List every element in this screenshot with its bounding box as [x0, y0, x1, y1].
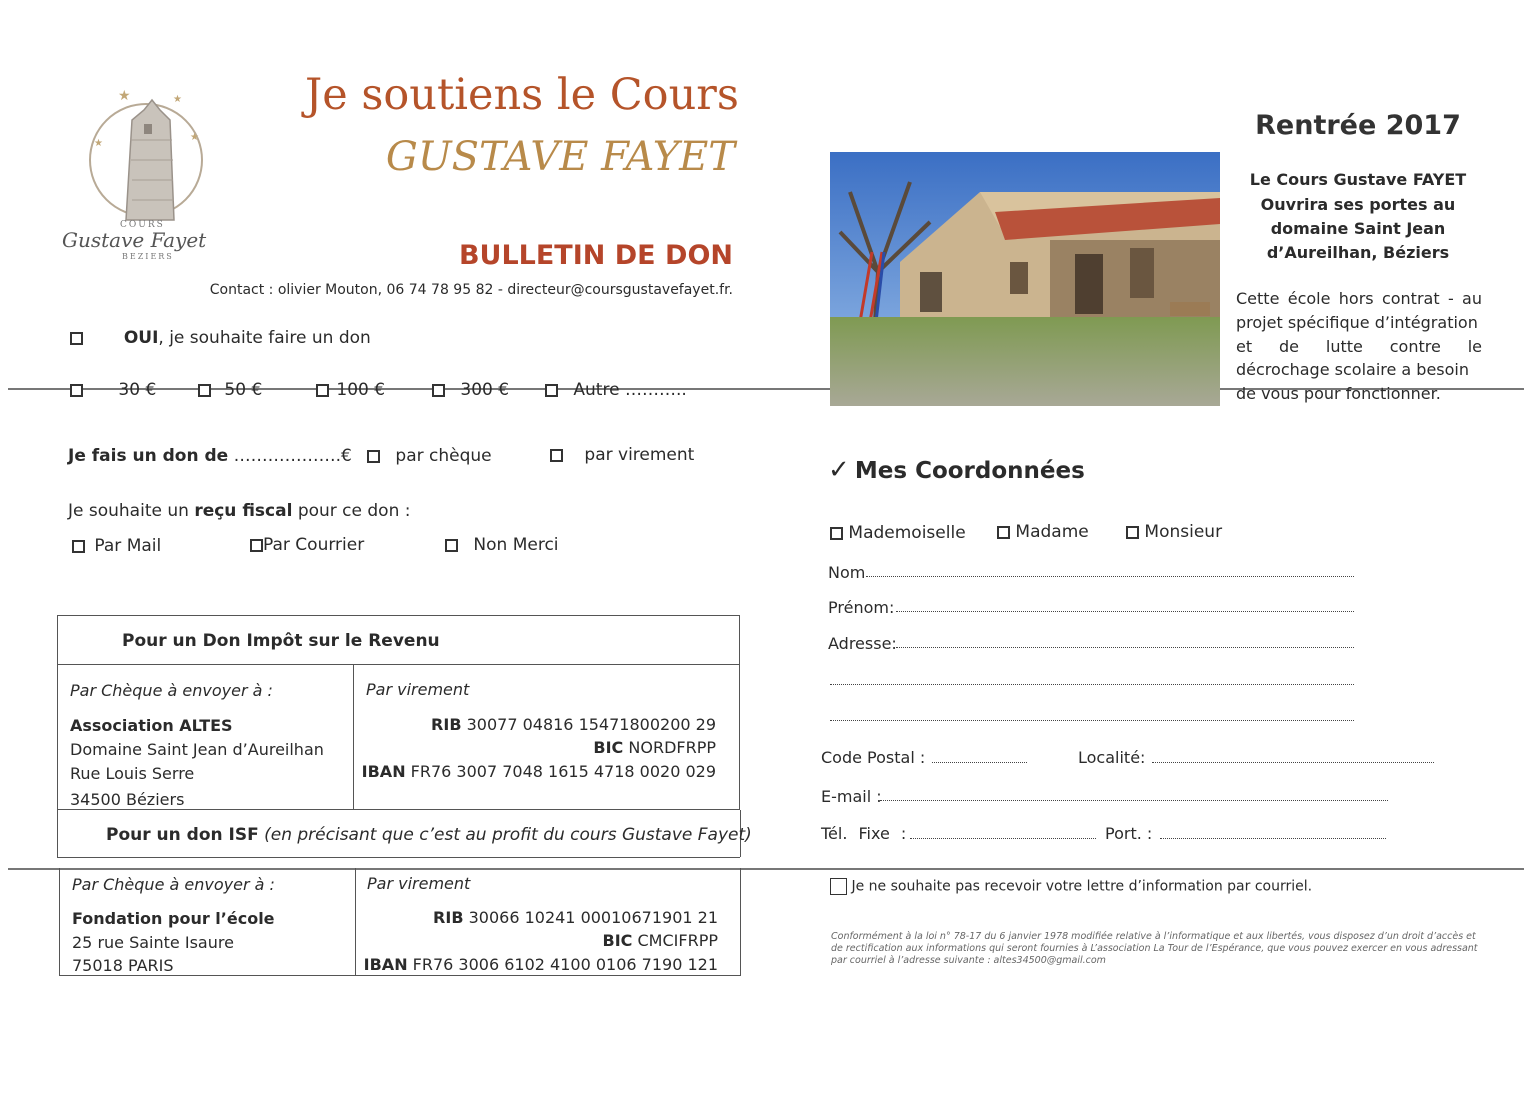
isf-header	[106, 825, 752, 845]
isf-rib-value: 30066 10241 00010671901 21	[463, 908, 718, 927]
check-icon: ✓	[828, 455, 850, 485]
isf-header-rest: (en précisant que c’est au profit du cours Gustave Fayet)	[258, 825, 752, 845]
method-virement[interactable]	[550, 445, 694, 465]
email-field[interactable]	[880, 800, 1388, 801]
civility-monsieur[interactable]	[1126, 522, 1222, 542]
amount-300-checkbox[interactable]	[432, 384, 445, 397]
receipt-courrier-checkbox[interactable]	[250, 539, 263, 552]
receipt-courrier[interactable]	[250, 535, 364, 555]
receipt-q-bold: reçu fiscal	[194, 501, 293, 521]
civility-madame-checkbox[interactable]	[997, 526, 1010, 539]
school-building-photo	[830, 152, 1220, 406]
ir-rib-label: RIB	[431, 715, 462, 734]
coordonnees-heading	[828, 455, 1085, 485]
prenom-label: Prénom:	[828, 598, 895, 617]
donation-amount-dots: ……………….€	[228, 446, 352, 466]
amount-100-checkbox[interactable]	[316, 384, 329, 397]
method-cheque[interactable]	[367, 446, 492, 466]
table-divider	[355, 868, 356, 976]
isf-rib	[362, 908, 718, 927]
rentree-bold-line: Le Cours Gustave FAYET	[1249, 170, 1467, 189]
isf-virement-title: Par virement	[367, 874, 471, 893]
nom-field[interactable]	[866, 576, 1354, 577]
receipt-mail-label: Par Mail	[94, 536, 162, 556]
amount-label: 300 €	[460, 380, 510, 400]
tower-icon	[58, 80, 238, 230]
ir-addr1: Domaine Saint Jean d’Aureilhan	[70, 740, 324, 759]
prenom-field[interactable]	[896, 611, 1354, 612]
logo-city: BEZIERS	[122, 252, 174, 261]
ir-cheque-title: Par Chèque à envoyer à :	[70, 681, 273, 700]
ir-rib-value: 30077 04816 15471800200 29	[461, 715, 716, 734]
logo-top-text: COURS	[120, 220, 165, 230]
email-label: E-mail :	[821, 787, 882, 806]
ir-addr2: Rue Louis Serre	[70, 764, 195, 783]
rentree-title: Rentrée 2017	[1255, 110, 1461, 141]
amount-100[interactable]	[316, 380, 385, 400]
donation-amount-line[interactable]	[68, 446, 352, 466]
ir-rib	[360, 715, 716, 734]
civility-mademoiselle-checkbox[interactable]	[830, 527, 843, 540]
code-postal-field[interactable]	[932, 762, 1027, 763]
rentree-para-line: projet spécifique d’intégration	[1236, 313, 1478, 332]
legal-notice: Conformément à la loi n° 78-17 du 6 janvier 1978 modifiée relative à l’informatique et aux libertés, vous disposez d’un droit d’accès et de rectification aux informations qui seront fournies à L’association La Tour de l’Espérance, que vous pouvez exercer en vous adressant par courriel à l’adresse suivante : altes34500@gmail.com	[831, 931, 1478, 966]
amount-label: 100 €	[336, 380, 386, 400]
receipt-courrier-label: Par Courrier	[263, 535, 365, 555]
civility-label: Madame	[1015, 522, 1089, 542]
table-divider	[353, 664, 354, 810]
ir-header: Pour un Don Impôt sur le Revenu	[122, 631, 440, 651]
nom-label: Nom	[828, 563, 866, 582]
localite-label: Localité:	[1078, 748, 1146, 767]
donate-yes-row[interactable]	[70, 328, 371, 348]
rentree-para-line: Cette école hors contrat - au	[1236, 289, 1482, 308]
port-field[interactable]	[1160, 838, 1386, 839]
newsletter-optout-checkbox[interactable]	[830, 878, 847, 895]
donate-yes-bold: OUI	[123, 328, 159, 348]
receipt-mail[interactable]	[72, 536, 161, 556]
adresse-label: Adresse:	[828, 634, 897, 653]
adresse-field-line3[interactable]	[830, 720, 1354, 721]
ir-addr3: 34500 Béziers	[70, 790, 185, 809]
receipt-none[interactable]	[445, 535, 559, 555]
method-virement-label: par virement	[584, 445, 695, 465]
svg-text:★: ★	[118, 88, 131, 104]
tel-label: Tél. Fixe :	[821, 824, 907, 843]
isf-iban-value: FR76 3006 6102 4100 0106 7190 121	[407, 955, 718, 974]
amount-other-checkbox[interactable]	[545, 384, 558, 397]
ir-bic-label: BIC	[593, 738, 624, 757]
ir-virement-title: Par virement	[366, 680, 470, 699]
amount-label: 30 €	[118, 380, 157, 400]
amount-50-checkbox[interactable]	[198, 384, 211, 397]
amount-30-checkbox[interactable]	[70, 384, 83, 397]
receipt-question	[68, 501, 411, 521]
page-title-school: GUSTAVE FAYET	[385, 134, 735, 180]
svg-text:★: ★	[94, 138, 103, 149]
isf-iban-label: IBAN	[363, 955, 408, 974]
table-divider	[57, 664, 740, 665]
civility-label: Monsieur	[1144, 522, 1223, 542]
page-title: Je soutiens le Cours	[305, 70, 739, 120]
amount-other[interactable]	[545, 380, 687, 400]
adresse-field[interactable]	[896, 647, 1354, 648]
amount-label: Autre ………..	[573, 380, 687, 400]
school-logo	[58, 80, 238, 270]
coordonnees-title: Mes Coordonnées	[854, 458, 1085, 484]
rentree-bold-line: d’Aureilhan, Béziers	[1266, 243, 1450, 262]
adresse-field-line2[interactable]	[830, 684, 1354, 685]
table-divider	[57, 810, 58, 857]
receipt-none-label: Non Merci	[473, 535, 559, 555]
rentree-para-line: et de lutte contre le	[1236, 337, 1482, 356]
contact-line: Contact : olivier Mouton, 06 74 78 95 82 - directeur@coursgustavefayet.fr.	[209, 282, 733, 298]
localite-field[interactable]	[1152, 762, 1434, 763]
isf-org: Fondation pour l’école	[72, 909, 275, 928]
receipt-q-pre: Je souhaite un	[68, 501, 195, 521]
donate-yes-checkbox[interactable]	[70, 332, 83, 345]
receipt-mail-checkbox[interactable]	[72, 540, 85, 553]
isf-rib-label: RIB	[433, 908, 464, 927]
code-postal-label: Code Postal :	[821, 748, 926, 767]
rentree-bold-line: Ouvrira ses portes au	[1260, 195, 1456, 214]
amount-label: 50 €	[224, 380, 263, 400]
method-cheque-label: par chèque	[395, 446, 492, 466]
isf-addr2: 75018 PARIS	[72, 956, 174, 975]
ir-bic	[360, 738, 716, 757]
rentree-para-line: de vous pour fonctionner.	[1236, 384, 1441, 403]
amount-50[interactable]	[198, 380, 262, 400]
svg-text:★: ★	[190, 132, 199, 143]
civility-madame[interactable]	[997, 522, 1089, 542]
bulletin-title: BULLETIN DE DON	[458, 240, 733, 271]
logo-name: Gustave Fayet	[62, 228, 207, 252]
ir-bic-value: NORDFRPP	[623, 738, 716, 757]
amount-30[interactable]	[70, 380, 156, 400]
ir-iban-value: FR76 3007 7048 1615 4718 0020 029	[405, 762, 716, 781]
ir-iban-label: IBAN	[361, 762, 406, 781]
isf-header-bold: Pour un don ISF	[106, 825, 259, 845]
rentree-bold-line: domaine Saint Jean	[1270, 219, 1446, 238]
donation-amount-label: Je fais un don de	[68, 446, 229, 466]
port-label: Port. :	[1105, 824, 1153, 843]
isf-iban	[362, 955, 718, 974]
isf-bic	[362, 931, 718, 950]
tel-field[interactable]	[910, 838, 1096, 839]
donate-yes-text: , je souhaite faire un don	[158, 328, 371, 348]
newsletter-optout[interactable]	[830, 878, 1312, 895]
civility-mademoiselle[interactable]	[830, 523, 966, 543]
isf-cheque-title: Par Chèque à envoyer à :	[72, 875, 275, 894]
newsletter-optout-label: Je ne souhaite pas recevoir votre lettre d’information par courriel.	[851, 878, 1313, 895]
amount-300[interactable]	[432, 380, 509, 400]
rentree-para-line: décrochage scolaire a besoin	[1236, 360, 1470, 379]
isf-bic-label: BIC	[602, 931, 633, 950]
isf-bic-value: CMCIFRPP	[632, 931, 718, 950]
method-virement-checkbox[interactable]	[550, 449, 563, 462]
civility-monsieur-checkbox[interactable]	[1126, 526, 1139, 539]
svg-text:★: ★	[173, 94, 182, 105]
isf-addr1: 25 rue Sainte Isaure	[72, 933, 234, 952]
method-cheque-checkbox[interactable]	[367, 450, 380, 463]
ir-org: Association ALTES	[70, 716, 233, 735]
receipt-none-checkbox[interactable]	[445, 539, 458, 552]
civility-label: Mademoiselle	[848, 523, 966, 543]
receipt-q-post: pour ce don :	[292, 501, 411, 521]
table-divider	[57, 857, 740, 858]
ir-iban	[360, 762, 716, 781]
